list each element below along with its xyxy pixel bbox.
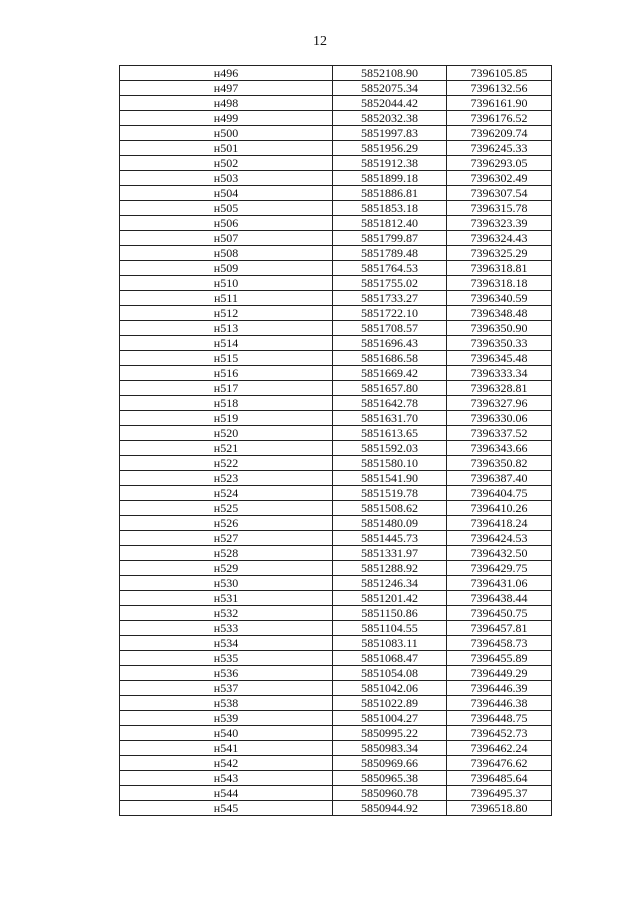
table-row — [120, 711, 552, 726]
table-row — [120, 171, 552, 186]
point-name-cell: н505 — [120, 201, 333, 216]
table-row — [120, 591, 552, 606]
y-coordinate-cell: 7396161.90 — [447, 96, 552, 111]
x-coordinate-cell: 5851642.78 — [333, 396, 447, 411]
point-name-cell: н542 — [120, 756, 333, 771]
x-coordinate-cell: 5850960.78 — [333, 786, 447, 801]
y-coordinate-cell: 7396337.52 — [447, 426, 552, 441]
point-name-cell: н520 — [120, 426, 333, 441]
y-coordinate-cell: 7396476.62 — [447, 756, 552, 771]
table-row — [120, 501, 552, 516]
y-coordinate-cell: 7396458.73 — [447, 636, 552, 651]
point-name-cell: н498 — [120, 96, 333, 111]
table-row — [120, 366, 552, 381]
table-row — [120, 756, 552, 771]
y-coordinate-cell: 7396132.56 — [447, 81, 552, 96]
table-row — [120, 381, 552, 396]
point-name-cell: н540 — [120, 726, 333, 741]
x-coordinate-cell: 5850983.34 — [333, 741, 447, 756]
x-coordinate-cell: 5851899.18 — [333, 171, 447, 186]
point-name-cell: н545 — [120, 801, 333, 816]
table-row — [120, 561, 552, 576]
table-row — [120, 546, 552, 561]
y-coordinate-cell: 7396328.81 — [447, 381, 552, 396]
point-name-cell: н533 — [120, 621, 333, 636]
point-name-cell: н512 — [120, 306, 333, 321]
point-name-cell: н532 — [120, 606, 333, 621]
table-row — [120, 681, 552, 696]
point-name-cell: н527 — [120, 531, 333, 546]
x-coordinate-cell: 5851104.55 — [333, 621, 447, 636]
table-row — [120, 216, 552, 231]
y-coordinate-cell: 7396350.90 — [447, 321, 552, 336]
table-row — [120, 126, 552, 141]
y-coordinate-cell: 7396105.85 — [447, 66, 552, 81]
y-coordinate-cell: 7396418.24 — [447, 516, 552, 531]
table-row — [120, 741, 552, 756]
x-coordinate-cell: 5851657.80 — [333, 381, 447, 396]
point-name-cell: н524 — [120, 486, 333, 501]
x-coordinate-cell: 5851519.78 — [333, 486, 447, 501]
x-coordinate-cell: 5850965.38 — [333, 771, 447, 786]
x-coordinate-cell: 5851686.58 — [333, 351, 447, 366]
x-coordinate-cell: 5851631.70 — [333, 411, 447, 426]
table-row — [120, 411, 552, 426]
table-row — [120, 141, 552, 156]
x-coordinate-cell: 5851054.08 — [333, 666, 447, 681]
x-coordinate-cell: 5851764.53 — [333, 261, 447, 276]
y-coordinate-cell: 7396431.06 — [447, 576, 552, 591]
y-coordinate-cell: 7396307.54 — [447, 186, 552, 201]
y-coordinate-cell: 7396446.38 — [447, 696, 552, 711]
table-row — [120, 471, 552, 486]
y-coordinate-cell: 7396410.26 — [447, 501, 552, 516]
point-name-cell: н499 — [120, 111, 333, 126]
x-coordinate-cell: 5851956.29 — [333, 141, 447, 156]
y-coordinate-cell: 7396245.33 — [447, 141, 552, 156]
point-name-cell: н517 — [120, 381, 333, 396]
x-coordinate-cell: 5851669.42 — [333, 366, 447, 381]
table-row — [120, 771, 552, 786]
coordinates-table — [119, 65, 552, 816]
point-name-cell: н538 — [120, 696, 333, 711]
x-coordinate-cell: 5851799.87 — [333, 231, 447, 246]
point-name-cell: н519 — [120, 411, 333, 426]
table-row — [120, 456, 552, 471]
x-coordinate-cell: 5852032.38 — [333, 111, 447, 126]
y-coordinate-cell: 7396343.66 — [447, 441, 552, 456]
point-name-cell: н509 — [120, 261, 333, 276]
table-row — [120, 306, 552, 321]
point-name-cell: н506 — [120, 216, 333, 231]
y-coordinate-cell: 7396448.75 — [447, 711, 552, 726]
x-coordinate-cell: 5852044.42 — [333, 96, 447, 111]
x-coordinate-cell: 5850995.22 — [333, 726, 447, 741]
y-coordinate-cell: 7396350.33 — [447, 336, 552, 351]
point-name-cell: н523 — [120, 471, 333, 486]
table-row — [120, 696, 552, 711]
y-coordinate-cell: 7396327.96 — [447, 396, 552, 411]
y-coordinate-cell: 7396462.24 — [447, 741, 552, 756]
table-row — [120, 231, 552, 246]
point-name-cell: н544 — [120, 786, 333, 801]
table-row — [120, 651, 552, 666]
table-row — [120, 606, 552, 621]
x-coordinate-cell: 5851912.38 — [333, 156, 447, 171]
point-name-cell: н511 — [120, 291, 333, 306]
y-coordinate-cell: 7396432.50 — [447, 546, 552, 561]
x-coordinate-cell: 5851150.86 — [333, 606, 447, 621]
point-name-cell: н497 — [120, 81, 333, 96]
x-coordinate-cell: 5851068.47 — [333, 651, 447, 666]
table-row — [120, 636, 552, 651]
point-name-cell: н528 — [120, 546, 333, 561]
table-row — [120, 486, 552, 501]
point-name-cell: н536 — [120, 666, 333, 681]
page-number: 12 — [313, 34, 327, 49]
point-name-cell: н510 — [120, 276, 333, 291]
x-coordinate-cell: 5851331.97 — [333, 546, 447, 561]
y-coordinate-cell: 7396449.29 — [447, 666, 552, 681]
point-name-cell: н501 — [120, 141, 333, 156]
table-row — [120, 156, 552, 171]
y-coordinate-cell: 7396424.53 — [447, 531, 552, 546]
y-coordinate-cell: 7396450.75 — [447, 606, 552, 621]
y-coordinate-cell: 7396315.78 — [447, 201, 552, 216]
table-row — [120, 321, 552, 336]
y-coordinate-cell: 7396318.18 — [447, 276, 552, 291]
y-coordinate-cell: 7396387.40 — [447, 471, 552, 486]
point-name-cell: н507 — [120, 231, 333, 246]
point-name-cell: н502 — [120, 156, 333, 171]
y-coordinate-cell: 7396350.82 — [447, 456, 552, 471]
table-row — [120, 621, 552, 636]
table-row — [120, 246, 552, 261]
table-row — [120, 801, 552, 816]
point-name-cell: н535 — [120, 651, 333, 666]
x-coordinate-cell: 5851853.18 — [333, 201, 447, 216]
table-row — [120, 396, 552, 411]
table-row — [120, 726, 552, 741]
y-coordinate-cell: 7396325.29 — [447, 246, 552, 261]
point-name-cell: н529 — [120, 561, 333, 576]
point-name-cell: н525 — [120, 501, 333, 516]
point-name-cell: н521 — [120, 441, 333, 456]
table-row — [120, 666, 552, 681]
y-coordinate-cell: 7396340.59 — [447, 291, 552, 306]
point-name-cell: н508 — [120, 246, 333, 261]
x-coordinate-cell: 5850944.92 — [333, 801, 447, 816]
point-name-cell: н516 — [120, 366, 333, 381]
table-row — [120, 516, 552, 531]
x-coordinate-cell: 5851022.89 — [333, 696, 447, 711]
x-coordinate-cell: 5851755.02 — [333, 276, 447, 291]
y-coordinate-cell: 7396318.81 — [447, 261, 552, 276]
table-row — [120, 336, 552, 351]
x-coordinate-cell: 5851480.09 — [333, 516, 447, 531]
y-coordinate-cell: 7396209.74 — [447, 126, 552, 141]
x-coordinate-cell: 5851580.10 — [333, 456, 447, 471]
y-coordinate-cell: 7396324.43 — [447, 231, 552, 246]
x-coordinate-cell: 5851997.83 — [333, 126, 447, 141]
x-coordinate-cell: 5851592.03 — [333, 441, 447, 456]
table-row — [120, 426, 552, 441]
y-coordinate-cell: 7396293.05 — [447, 156, 552, 171]
x-coordinate-cell: 5851083.11 — [333, 636, 447, 651]
point-name-cell: н518 — [120, 396, 333, 411]
point-name-cell: н534 — [120, 636, 333, 651]
y-coordinate-cell: 7396176.52 — [447, 111, 552, 126]
table-row — [120, 201, 552, 216]
y-coordinate-cell: 7396333.34 — [447, 366, 552, 381]
point-name-cell: н503 — [120, 171, 333, 186]
table-row — [120, 81, 552, 96]
point-name-cell: н541 — [120, 741, 333, 756]
y-coordinate-cell: 7396518.80 — [447, 801, 552, 816]
table-row — [120, 111, 552, 126]
point-name-cell: н539 — [120, 711, 333, 726]
point-name-cell: н515 — [120, 351, 333, 366]
table-row — [120, 531, 552, 546]
table-row — [120, 261, 552, 276]
y-coordinate-cell: 7396345.48 — [447, 351, 552, 366]
point-name-cell: н543 — [120, 771, 333, 786]
x-coordinate-cell: 5851042.06 — [333, 681, 447, 696]
x-coordinate-cell: 5851445.73 — [333, 531, 447, 546]
point-name-cell: н504 — [120, 186, 333, 201]
x-coordinate-cell: 5851004.27 — [333, 711, 447, 726]
point-name-cell: н522 — [120, 456, 333, 471]
x-coordinate-cell: 5851508.62 — [333, 501, 447, 516]
y-coordinate-cell: 7396495.37 — [447, 786, 552, 801]
point-name-cell: н496 — [120, 66, 333, 81]
table-row — [120, 576, 552, 591]
y-coordinate-cell: 7396457.81 — [447, 621, 552, 636]
x-coordinate-cell: 5851886.81 — [333, 186, 447, 201]
y-coordinate-cell: 7396323.39 — [447, 216, 552, 231]
table-row — [120, 441, 552, 456]
x-coordinate-cell: 5851246.34 — [333, 576, 447, 591]
y-coordinate-cell: 7396302.49 — [447, 171, 552, 186]
y-coordinate-cell: 7396429.75 — [447, 561, 552, 576]
y-coordinate-cell: 7396438.44 — [447, 591, 552, 606]
coordinates-table-body — [120, 66, 552, 816]
point-name-cell: н530 — [120, 576, 333, 591]
x-coordinate-cell: 5851789.48 — [333, 246, 447, 261]
y-coordinate-cell: 7396446.39 — [447, 681, 552, 696]
x-coordinate-cell: 5851722.10 — [333, 306, 447, 321]
x-coordinate-cell: 5851201.42 — [333, 591, 447, 606]
x-coordinate-cell: 5852108.90 — [333, 66, 447, 81]
x-coordinate-cell: 5851288.92 — [333, 561, 447, 576]
point-name-cell: н500 — [120, 126, 333, 141]
x-coordinate-cell: 5851541.90 — [333, 471, 447, 486]
table-row — [120, 66, 552, 81]
point-name-cell: н513 — [120, 321, 333, 336]
y-coordinate-cell: 7396404.75 — [447, 486, 552, 501]
table-row — [120, 186, 552, 201]
x-coordinate-cell: 5851696.43 — [333, 336, 447, 351]
table-row — [120, 96, 552, 111]
x-coordinate-cell: 5851812.40 — [333, 216, 447, 231]
x-coordinate-cell: 5850969.66 — [333, 756, 447, 771]
table-row — [120, 276, 552, 291]
y-coordinate-cell: 7396485.64 — [447, 771, 552, 786]
x-coordinate-cell: 5851613.65 — [333, 426, 447, 441]
y-coordinate-cell: 7396452.73 — [447, 726, 552, 741]
point-name-cell: н526 — [120, 516, 333, 531]
table-row — [120, 291, 552, 306]
table-row — [120, 786, 552, 801]
table-row — [120, 351, 552, 366]
y-coordinate-cell: 7396348.48 — [447, 306, 552, 321]
y-coordinate-cell: 7396330.06 — [447, 411, 552, 426]
point-name-cell: н531 — [120, 591, 333, 606]
x-coordinate-cell: 5852075.34 — [333, 81, 447, 96]
x-coordinate-cell: 5851733.27 — [333, 291, 447, 306]
point-name-cell: н514 — [120, 336, 333, 351]
point-name-cell: н537 — [120, 681, 333, 696]
y-coordinate-cell: 7396455.89 — [447, 651, 552, 666]
x-coordinate-cell: 5851708.57 — [333, 321, 447, 336]
